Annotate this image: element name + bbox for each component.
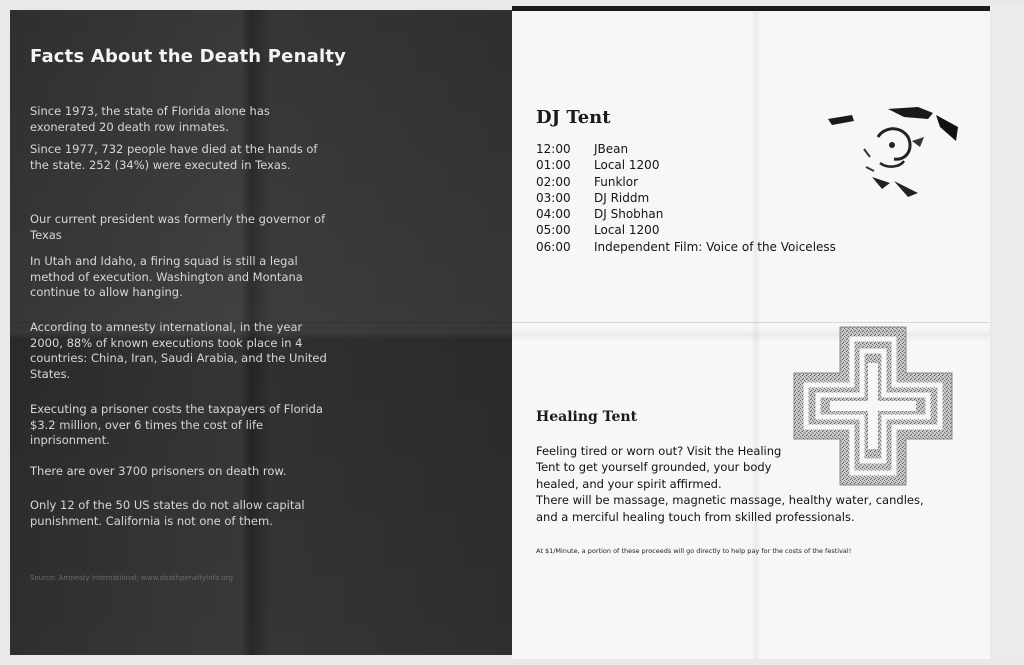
healing-tent-description — [536, 443, 946, 525]
slot-act: Local 1200 — [594, 223, 660, 238]
slot-time: 12:00 — [536, 142, 571, 156]
fact-item: According to amnesty international, in the year 2000, 88% of known executions took place in 4 countries: China, Iran, Saudi Arabia, and the United States. — [30, 320, 327, 381]
slot-act: DJ Shobhan — [594, 207, 664, 222]
schedule-row — [536, 206, 836, 222]
fact-item: There are over 3700 prisoners on death row. — [30, 464, 287, 478]
fact-item: In Utah and Idaho, a firing squad is still a legal method of execution. Washington and Montana continue to allow hanging. — [30, 254, 303, 299]
page-edge — [992, 6, 1024, 656]
slot-time: 01:00 — [536, 158, 571, 173]
fact-item: Only 12 of the 50 US states do not allow capital punishment. California is not one of them. — [30, 498, 305, 528]
slot-time: 06:00 — [536, 239, 571, 254]
slot-act: Funklor — [594, 174, 639, 189]
facts-source: Source: Amnesty International; www.deathpenaltyinfo.org — [30, 574, 233, 582]
slot-act: Local 1200 — [594, 158, 660, 173]
dj-tent-title: DJ Tent — [536, 107, 611, 128]
healing-intro: Feeling tired or worn out? Visit the Healing Tent to get yourself grounded, your body healed, and your spirit affirmed. — [536, 444, 782, 491]
facts-title: Facts About the Death Penalty — [30, 46, 347, 67]
slot-time: 02:00 — [536, 174, 571, 189]
festival-schedule-panel — [512, 6, 990, 659]
slot-act: JBean — [594, 142, 629, 156]
fact-item: Our current president was formerly the governor of Texas — [30, 212, 326, 242]
schedule-row — [536, 190, 836, 206]
schedule-row — [536, 222, 836, 238]
slot-time: 04:00 — [536, 207, 571, 222]
slot-act: Independent Film: Voice of the Voiceless — [594, 239, 836, 254]
healing-fine-print: At $1/Minute, a portion of these proceeds will go directly to help pay for the costs of the festival! — [536, 547, 852, 555]
fold-line — [10, 322, 990, 323]
fact-item: Since 1977, 732 people have died at the hands of the state. 252 (34%) were executed in Texas. — [30, 142, 318, 172]
schedule-row — [536, 174, 836, 190]
slot-time: 05:00 — [536, 223, 571, 238]
schedule-row — [536, 157, 836, 173]
slot-act: DJ Riddm — [594, 190, 650, 205]
fact-item: Since 1973, the state of Florida alone has exonerated 20 death row inmates. — [30, 104, 270, 134]
healing-tent-title: Healing Tent — [536, 409, 638, 425]
healing-services: There will be massage, magnetic massage, healthy water, candles, and a merciful healing touch from skilled professionals. — [536, 493, 924, 524]
dj-schedule — [536, 141, 836, 255]
fact-item: Executing a prisoner costs the taxpayers of Florida $3.2 million, over 6 times the cost of life inprisonment. — [30, 402, 323, 447]
slot-time: 03:00 — [536, 190, 571, 205]
schedule-row — [536, 141, 836, 157]
death-penalty-facts-panel — [10, 10, 512, 655]
schedule-row — [536, 239, 836, 255]
